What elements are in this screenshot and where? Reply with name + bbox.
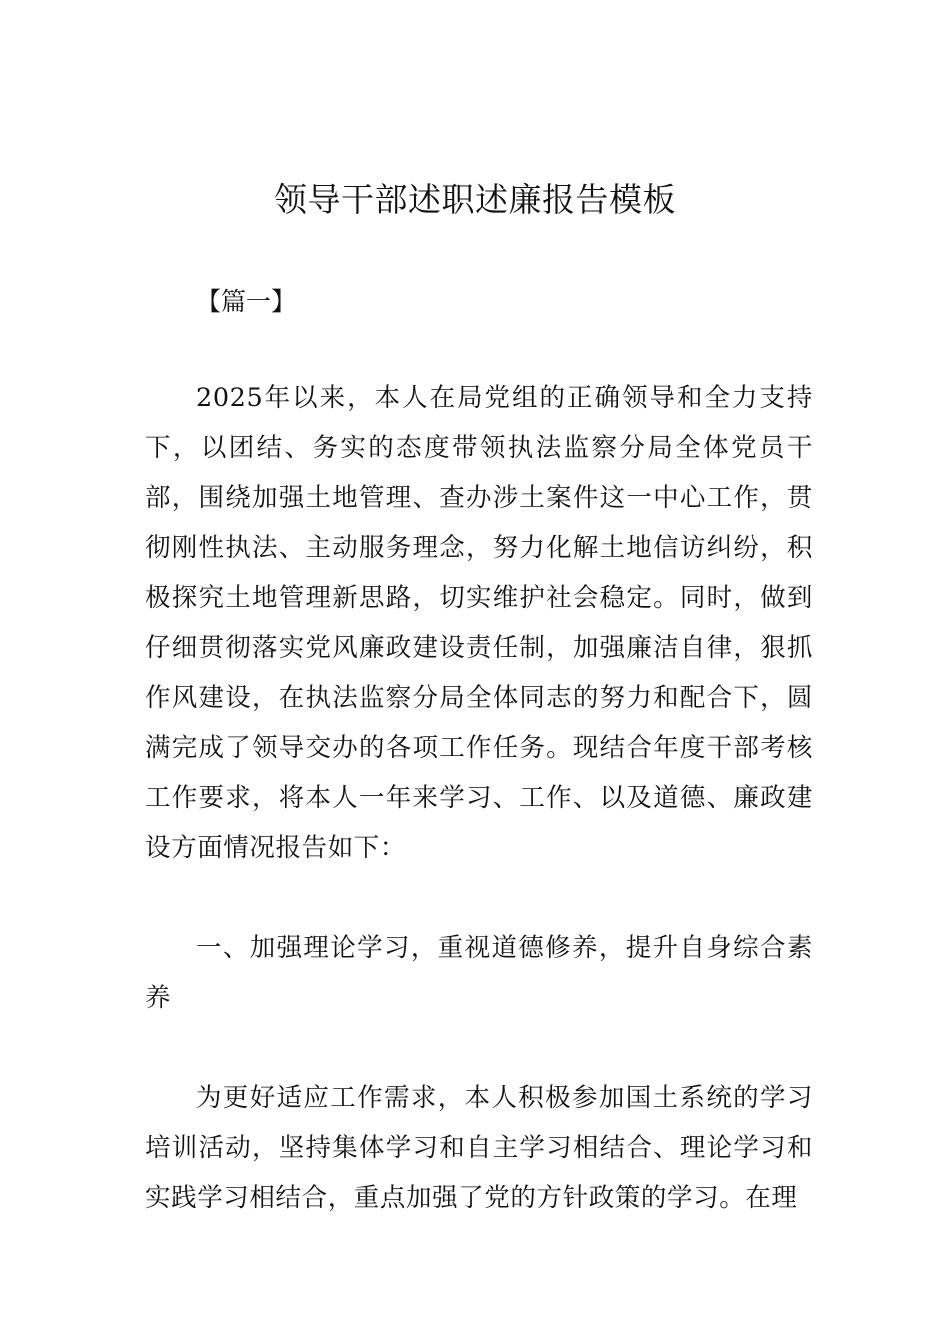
section-heading: 一、加强理论学习，重视道德修养，提升自身综合素养 bbox=[145, 933, 813, 1013]
section-label: 【篇一】 bbox=[196, 287, 297, 316]
body-paragraph: 2025年以来，本人在局党组的正确领导和全力支持下，以团结、务实的态度带领执法监察分局全体党员干部，围绕加强土地管理、查办涉土案件这一中心工作，贯彻刚性执法、主动服务理念，努力化解土地信访纠纷，积极探究土地管理新思路，切实维护社会稳定。同时，做到仔细贯彻落实党风廉政建设责任制，加强廉洁自律，狠抓作风建设，在执法监察分局全体同志的努力和配合下，圆满完成了领导交办的各项工作任务。现结合年度干部考核工作要求，将本人一年来学习、工作、以及道德、廉政建设方面情况报告如下： bbox=[145, 383, 813, 863]
document-title: 领导干部述职述廉报告模板 bbox=[274, 180, 676, 219]
body-paragraph: 为更好适应工作需求，本人积极参加国土系统的学习培训活动，坚持集体学习和自主学习相结合、理论学习和实践学习相结合，重点加强了党的方针政策的学习。在理 bbox=[145, 1083, 813, 1213]
